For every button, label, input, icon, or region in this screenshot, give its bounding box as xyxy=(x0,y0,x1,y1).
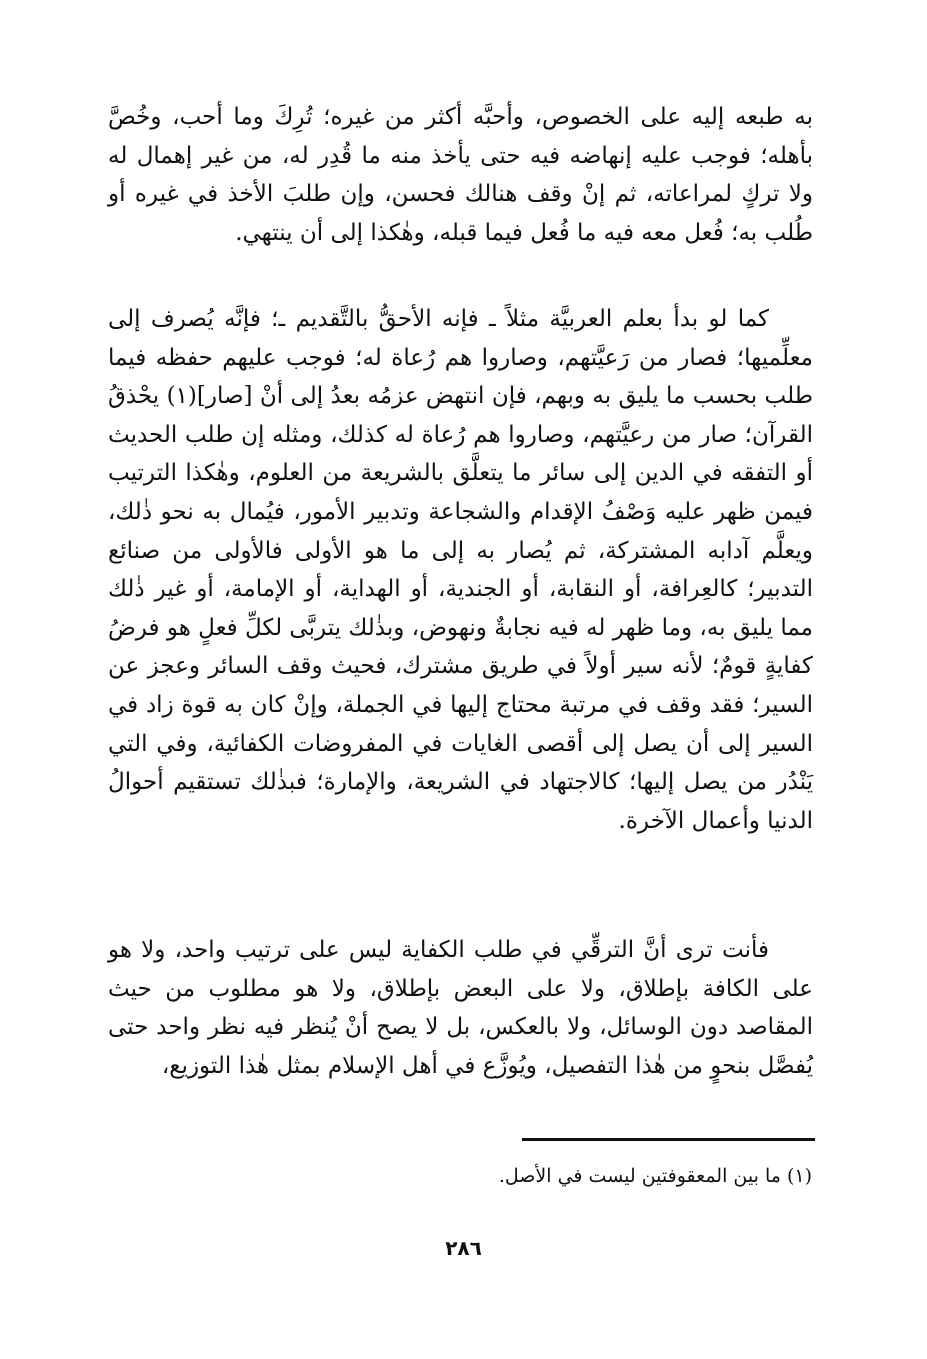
paragraph-conclusion xyxy=(108,931,813,1085)
paragraph-arabic-study-example xyxy=(108,300,813,840)
paragraph-continuation xyxy=(108,98,813,252)
paragraph-3-text: فأنت ترى أنَّ الترقِّي في طلب الكفاية ليس على ترتيب واحد، ولا هو على الكافة بإطلاق، ولا على البعض بإطلاق، ولا هو مطلوب من حيث المقاصد دون الوسائل، ولا بالعكس، بل لا يصح أنْ يُنظر فيه نظر واحد حتى يُفصَّل بنحوٍ من هٰذا التفصيل، ويُوزَّع في أهل الإسلام بمثل هٰذا التوزيع، xyxy=(108,937,813,1079)
paragraph-1-text: به طبعه إليه على الخصوص، وأحبَّه أكثر من غيره؛ تُرِكَ وما أحب، وخُصَّ بأهله؛ فوجب عليه إنهاضه فيه حتى يأخذ منه ما قُدِر له، من غير إهمال له ولا تركٍ لمراعاته، ثم إنْ وقف هنالك فحسن، وإن طلبَ الأخذ في غيره أو طُلب به؛ فُعل معه فيه ما فُعل فيما قبله، وهٰكذا إلى أن ينتهي. xyxy=(108,104,813,246)
footnote: (١) ما بين المعقوفتين ليست في الأصل. xyxy=(498,1165,812,1187)
page-number: ٢٨٦ xyxy=(445,1236,482,1260)
paragraph-2-text: كما لو بدأ بعلم العربيَّة مثلاً ـ فإنه الأحقُّ بالتَّقديم ـ؛ فإنَّه يُصرف إلى معلِّميها؛ فصار من رَعيَّتهم، وصاروا هم رُعاة له؛ فوجب عليهم حفظه فيما طلب بحسب ما يليق به وبهم، فإن انتهض عزمُه بعدُ إلى أنْ [صار](١) يحْذقُ القرآن؛ صار من رعيَّتهم، وصاروا هم رُعاة له كذلك، ومثله إن طلب الحديث أو التفقه في الدين إلى سائر ما يتعلَّق بالشريعة من العلوم، وهٰكذا الترتيب فيمن ظهر عليه وَصْفُ الإقدام والشجاعة وتدبير الأمور، فيُمال به نحو ذٰلك، ويعلَّم آدابه المشتركة، ثم يُصار به إلى ما هو الأولى فالأولى من صنائع التدبير؛ كالعِرافة، أو النقابة، أو الجندية، أو الهداية، أو الإمامة، أو غير ذٰلك مما يليق به، وما ظهر له فيه نجابةٌ ونهوض، وبذٰلك يتربَّى لكلِّ فعلٍ هو فرضُ كفايةٍ قومٌ؛ لأنه سير أولاً في طريق مشترك، فحيث وقف السائر وعجز عن السير؛ فقد وقف في مرتبة محتاج إليها في الجملة، وإنْ كان به قوة زاد في السير إلى أن يصل إلى أقصى الغايات في المفروضات الكفائية، وفي التي يَنْدُر من يصل إليها؛ كالاجتهاد في الشريعة، والإمارة؛ فبذٰلك تستقيم أحوالُ الدنيا وأعمال الآخرة. xyxy=(108,306,814,834)
footnote-separator xyxy=(522,1138,815,1141)
